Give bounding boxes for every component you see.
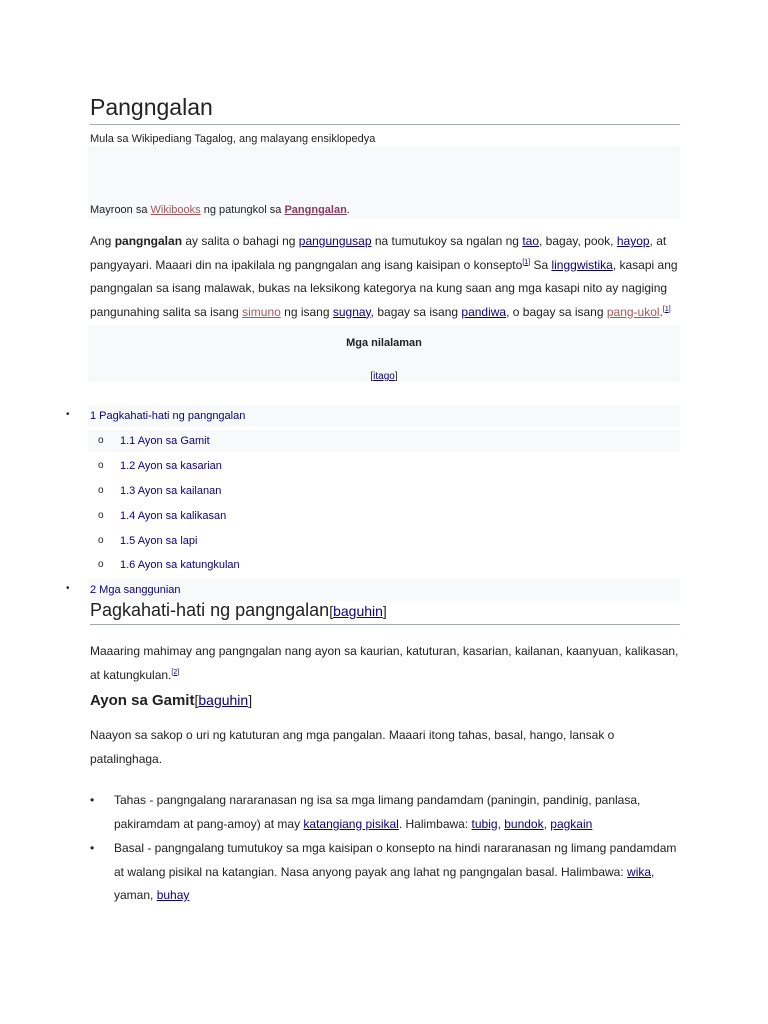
- intro-paragraph: [90, 230, 680, 324]
- edit-link[interactable]: baguhin: [333, 603, 383, 619]
- bold-term: pangngalan: [114, 234, 183, 248]
- text: , bagay, pook,: [539, 234, 617, 248]
- toc-item[interactable]: [66, 579, 680, 601]
- wikibooks-notice: [90, 204, 350, 216]
- bullet-icon: o: [98, 460, 104, 471]
- notice-text: ng patungkol sa: [200, 204, 285, 216]
- section-paragraph: [90, 640, 680, 687]
- text: Maaaring mahimay ang pangngalan nang ayon sa kaurian, katuturan, kasarian, kailanan, kaanyuan, kalikasan, at katungkulan.: [90, 644, 679, 682]
- text: na tumutukoy sa ngalan ng: [371, 234, 523, 248]
- text: , at pangyayari. Maaari din na ipakilala ng pangngalan ang isang kaisipan o konsepto: [90, 234, 667, 272]
- link-linggwistika[interactable]: linggwistika: [551, 257, 613, 272]
- page-subtitle: Mula sa Wikipediang Tagalog, ang malayang ensiklopedya: [90, 133, 376, 145]
- link-tao[interactable]: tao: [522, 234, 539, 248]
- bracket: ]: [394, 371, 398, 382]
- toc-item-label[interactable]: 1.3 Ayon sa kailanan: [120, 485, 222, 497]
- heading-text: Ayon sa Gamit: [90, 692, 195, 709]
- reference-link[interactable]: [1]: [662, 305, 671, 313]
- bullet-icon: •: [90, 841, 95, 855]
- bullet-icon: o: [98, 435, 104, 446]
- link-tubig[interactable]: tubig: [471, 816, 498, 831]
- toc-item[interactable]: [88, 530, 680, 552]
- bracket: ]: [248, 692, 253, 708]
- link-simuno[interactable]: simuno: [242, 304, 281, 319]
- wikibooks-link[interactable]: Wikibooks: [150, 204, 201, 216]
- bullet-icon: •: [66, 583, 70, 594]
- toc-toggle: [88, 371, 680, 382]
- link-sugnay[interactable]: sugnay: [332, 304, 371, 319]
- link-pangungusap[interactable]: pangungusap: [298, 234, 372, 248]
- link-pang-ukol[interactable]: pang-ukol: [606, 304, 660, 319]
- edit-link[interactable]: baguhin: [198, 692, 249, 708]
- text: Tahas - pangngalang nararanasan ng isa sa mga limang pandamdam (paningin, pandinig, panlasa, pakiramdam at pang-amoy) at may: [114, 793, 641, 831]
- wikibooks-topic-link[interactable]: Pangngalan: [284, 204, 347, 216]
- text: Ang: [90, 234, 115, 248]
- bracket: ]: [382, 603, 387, 619]
- link-katangiang-pisikal[interactable]: katangiang pisikal: [303, 816, 399, 831]
- bullet-icon: o: [98, 485, 104, 496]
- toc-item[interactable]: [88, 480, 680, 502]
- text: , bagay sa isang: [370, 304, 462, 319]
- text: ,: [543, 816, 551, 831]
- bullet-icon: •: [90, 793, 95, 807]
- heading-text: Pagkahati-hati ng pangngalan: [90, 600, 330, 620]
- toc-item-label[interactable]: 1.1 Ayon sa Gamit: [120, 435, 210, 447]
- reference-link[interactable]: [1]: [522, 258, 531, 266]
- page-title: Pangngalan: [90, 94, 680, 125]
- bullet-icon: o: [98, 510, 104, 521]
- link-hayop[interactable]: hayop: [616, 234, 650, 248]
- toc-title: Mga nilalaman: [346, 337, 422, 349]
- toc-item-label[interactable]: 1.4 Ayon sa kalikasan: [120, 510, 227, 522]
- bracket: [: [194, 692, 199, 708]
- toc-item[interactable]: [88, 430, 680, 452]
- link-pandiwa[interactable]: pandiwa: [461, 304, 507, 319]
- bullet-icon: o: [98, 559, 104, 570]
- text: Sa: [530, 257, 552, 272]
- link-bundok[interactable]: bundok: [504, 816, 544, 831]
- toc-item[interactable]: [88, 505, 680, 527]
- toc-item[interactable]: [88, 455, 680, 477]
- notice-text: Mayroon sa: [90, 204, 151, 216]
- toc-item-label[interactable]: 1.2 Ayon sa kasarian: [120, 460, 222, 472]
- text: ,: [497, 816, 505, 831]
- toc-item[interactable]: [66, 405, 680, 427]
- list-item: [90, 837, 680, 908]
- link-wika[interactable]: wika: [627, 864, 652, 879]
- notice-text: .: [346, 204, 350, 216]
- link-pagkain[interactable]: pagkain: [550, 816, 593, 831]
- text: ng isang: [280, 304, 333, 319]
- text: , yaman,: [114, 864, 655, 902]
- text: . Halimbawa:: [398, 816, 472, 831]
- reference-link[interactable]: [2]: [171, 668, 180, 676]
- toc-hide-link[interactable]: itago: [373, 371, 395, 382]
- bracket: [: [370, 371, 374, 382]
- table-of-contents: [88, 326, 680, 382]
- bullet-icon: •: [66, 409, 70, 420]
- toc-item-label[interactable]: 1.5 Ayon sa lapi: [120, 535, 198, 547]
- link-buhay[interactable]: buhay: [156, 888, 190, 902]
- toc-item-label[interactable]: 2 Mga sanggunian: [90, 584, 181, 596]
- subsection-paragraph: Naayon sa sakop o uri ng katuturan ang mga pangalan. Maaari itong tahas, basal, hango, lansak o patalinghaga.: [90, 728, 615, 766]
- text: .: [659, 304, 663, 319]
- toc-item[interactable]: [88, 554, 680, 576]
- section-heading: [90, 600, 680, 625]
- subsection-heading: [90, 692, 252, 709]
- toc-item-label[interactable]: 1 Pagkahati-hati ng pangngalan: [90, 410, 246, 422]
- text: , o bagay sa isang: [506, 304, 607, 319]
- bullet-icon: o: [98, 535, 104, 546]
- text: Basal - pangngalang tumutukoy sa mga kaisipan o konsepto na hindi nararanasan ng limang pandamdam at walang pisikal na katangian. Nasa anyong payak ang lahat ng pangngalan basal. Halimbawa:: [114, 841, 677, 879]
- text: , kasapi ang pangngalan sa isang malawak, bukas na leksikong kategorya na kung saan ang mga kasapi nito ay nagiging pangunahing salita sa isang: [90, 257, 678, 319]
- list-item: [90, 789, 680, 836]
- toc-item-label[interactable]: 1.6 Ayon sa katungkulan: [120, 559, 240, 571]
- text: ay salita o bahagi ng: [182, 234, 299, 248]
- bracket: [: [329, 603, 334, 619]
